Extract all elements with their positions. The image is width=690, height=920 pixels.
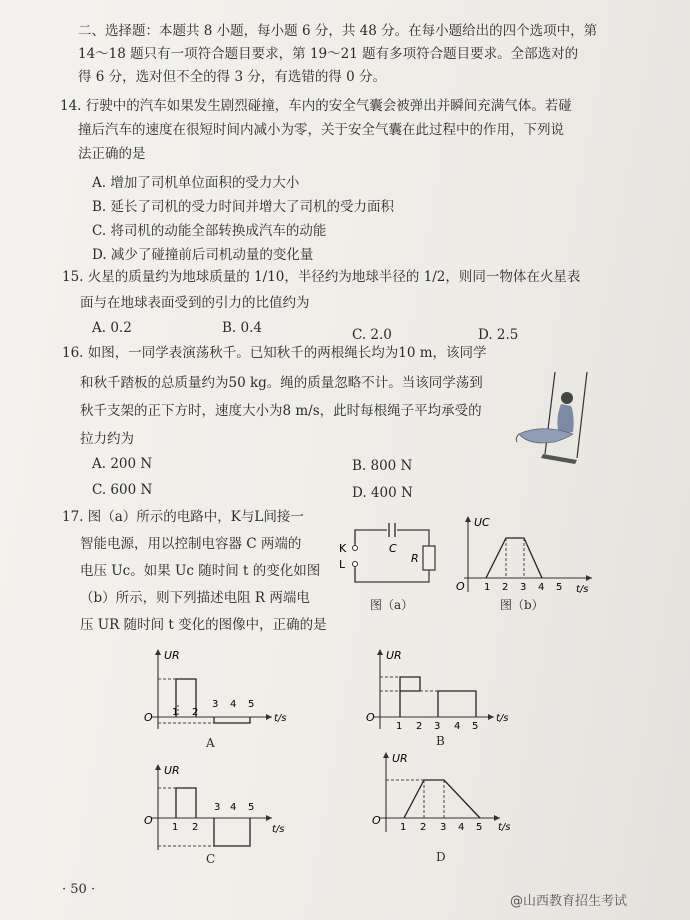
graph-b-tick-4: 4 <box>538 582 545 593</box>
graph-b-ticks <box>484 582 562 593</box>
option-a-tick-1: 1 <box>172 707 179 718</box>
option-b-ylabel: UR <box>386 649 402 662</box>
q17-line-3: 电压 Uc。如果 Uc 随时间 t 的变化如图 <box>80 563 321 579</box>
circuit-caption: 图（a） <box>370 598 414 612</box>
q15-line-2: 面与在地球表面受到的引力的比值约为 <box>80 295 310 311</box>
option-c-tick-2: 2 <box>192 822 199 833</box>
section-line-3: 得 6 分，选对但不全的得 3 分，有选错的得 0 分。 <box>78 69 387 85</box>
graph-b-xlabel: t/s <box>576 584 589 595</box>
q17-line-1: 17. 图（a）所示的电路中，K与L间接一 <box>62 509 304 525</box>
graph-b-tick-5: 5 <box>556 582 563 593</box>
q14-option-a: A. 增加了司机单位面积的受力大小 <box>92 175 300 191</box>
q14-line-3: 法正确的是 <box>78 146 146 162</box>
page-number: · 50 · <box>62 882 96 897</box>
q16-line-2: 和秋千踏板的总质量约为50 kg。绳的质量忽略不计。当该同学荡到 <box>80 375 483 391</box>
option-b-tick-5: 5 <box>472 721 479 732</box>
option-d-tick-3: 3 <box>440 822 447 833</box>
option-a-caption: A <box>206 736 215 750</box>
q15-option-c: C. 2.0 <box>352 327 392 343</box>
option-a-ticks <box>172 699 254 718</box>
option-a-graph <box>140 645 300 735</box>
q16-option-c: C. 600 N <box>92 482 153 498</box>
q16-option-a: A. 200 N <box>92 456 153 472</box>
q15-option-d: D. 2.5 <box>478 327 519 343</box>
option-b-ticks <box>396 721 478 732</box>
option-d-tick-4: 4 <box>458 822 465 833</box>
graph-b-origin: O <box>456 580 465 593</box>
graph-b-tick-1: 1 <box>484 582 491 593</box>
option-a-tick-4: 4 <box>230 699 237 710</box>
section-line-1: 二、选择题：本题共 8 小题，每小题 6 分，共 48 分。在每小题给出的四个选项中，第 <box>78 23 598 39</box>
option-d-caption: D <box>436 850 446 864</box>
option-c-graph <box>140 760 300 855</box>
q15-option-b: B. 0.4 <box>222 320 262 336</box>
option-d-origin: O <box>372 814 381 827</box>
option-c-tick-4: 4 <box>230 802 237 813</box>
circuit-diagram-a <box>335 518 445 598</box>
option-b-caption: B <box>436 734 445 748</box>
q14-line-1: 14. 行驶中的汽车如果发生剧烈碰撞，车内的安全气囊会被弹出并瞬间充满气体。若碰 <box>60 98 572 114</box>
q14-line-2: 撞后汽车的速度在很短时间内减小为零，关于安全气囊在此过程中的作用，下列说 <box>78 122 564 138</box>
option-a-ylabel: UR <box>164 649 180 662</box>
watermark: @山西教育招生考试 <box>510 894 628 909</box>
q17-line-2: 智能电源，用以控制电容器 C 两端的 <box>80 536 302 552</box>
option-c-xlabel: t/s <box>272 824 285 835</box>
q14-option-d: D. 减少了碰撞前后司机动量的变化量 <box>92 247 314 263</box>
circuit-label-r: R <box>411 552 419 565</box>
option-d-ylabel: UR <box>392 752 408 765</box>
option-c-origin: O <box>144 814 153 827</box>
q15-line-1: 15. 火星的质量约为地球质量的 1/10，半径约为地球半径的 1/2，则同一物体在火星表 <box>62 269 581 285</box>
option-b-tick-3: 3 <box>434 721 441 732</box>
option-c-ylabel: UR <box>164 764 180 777</box>
option-d-tick-5: 5 <box>476 822 483 833</box>
q16-line-4: 拉力约为 <box>80 431 134 447</box>
graph-b-ylabel: UC <box>474 516 490 529</box>
circuit-label-c: C <box>389 542 397 555</box>
q17-line-4: （b）所示，则下列描述电阻 R 两端电 <box>80 590 310 606</box>
q14-option-c: C. 将司机的动能全部转换成汽车的动能 <box>92 223 327 239</box>
q16-option-b: B. 800 N <box>352 458 413 474</box>
option-d-graph <box>368 748 528 838</box>
option-a-origin: O <box>144 711 153 724</box>
option-a-tick-5: 5 <box>248 699 255 710</box>
option-d-ticks <box>400 822 482 833</box>
option-c-tick-1: 1 <box>172 822 179 833</box>
graph-b-tick-3: 3 <box>520 582 527 593</box>
option-c-caption: C <box>206 852 216 866</box>
option-d-tick-2: 2 <box>420 822 427 833</box>
option-a-tick-3: 3 <box>212 699 219 710</box>
q15-option-a: A. 0.2 <box>92 320 132 336</box>
option-c-tick-5: 5 <box>248 802 255 813</box>
q17-line-5: 压 UR 随时间 t 变化的图像中，正确的是 <box>80 617 327 633</box>
option-b-tick-4: 4 <box>454 721 461 732</box>
option-a-tick-2: 2 <box>192 707 199 718</box>
option-b-tick-2: 2 <box>416 721 423 732</box>
section-line-2: 14～18 题只有一项符合题目要求，第 19～21 题有多项符合题目要求。全部选对的 <box>78 46 579 62</box>
graph-b <box>452 512 602 602</box>
q16-line-1: 16. 如图，一同学表演荡秋千。已知秋千的两根绳长均为10 m，该同学 <box>62 345 487 361</box>
option-a-xlabel: t/s <box>274 713 287 724</box>
option-b-tick-1: 1 <box>396 721 403 732</box>
option-c-tick-3: 3 <box>214 802 221 813</box>
graph-b-caption: 图（b） <box>500 598 544 612</box>
circuit-label-k: K <box>339 542 347 555</box>
option-b-origin: O <box>366 711 375 724</box>
swing-illustration <box>515 368 605 473</box>
q16-line-3: 秋千支架的正下方时，速度大小为8 m/s，此时每根绳子平均承受的 <box>80 403 482 419</box>
q14-option-b: B. 延长了司机的受力时间并增大了司机的受力面积 <box>92 199 395 215</box>
option-d-xlabel: t/s <box>498 822 511 833</box>
circuit-label-l: L <box>339 558 346 571</box>
option-b-graph <box>362 645 522 735</box>
option-b-xlabel: t/s <box>496 713 509 724</box>
option-d-tick-1: 1 <box>400 822 407 833</box>
graph-b-tick-2: 2 <box>502 582 509 593</box>
q16-option-d: D. 400 N <box>352 485 413 501</box>
